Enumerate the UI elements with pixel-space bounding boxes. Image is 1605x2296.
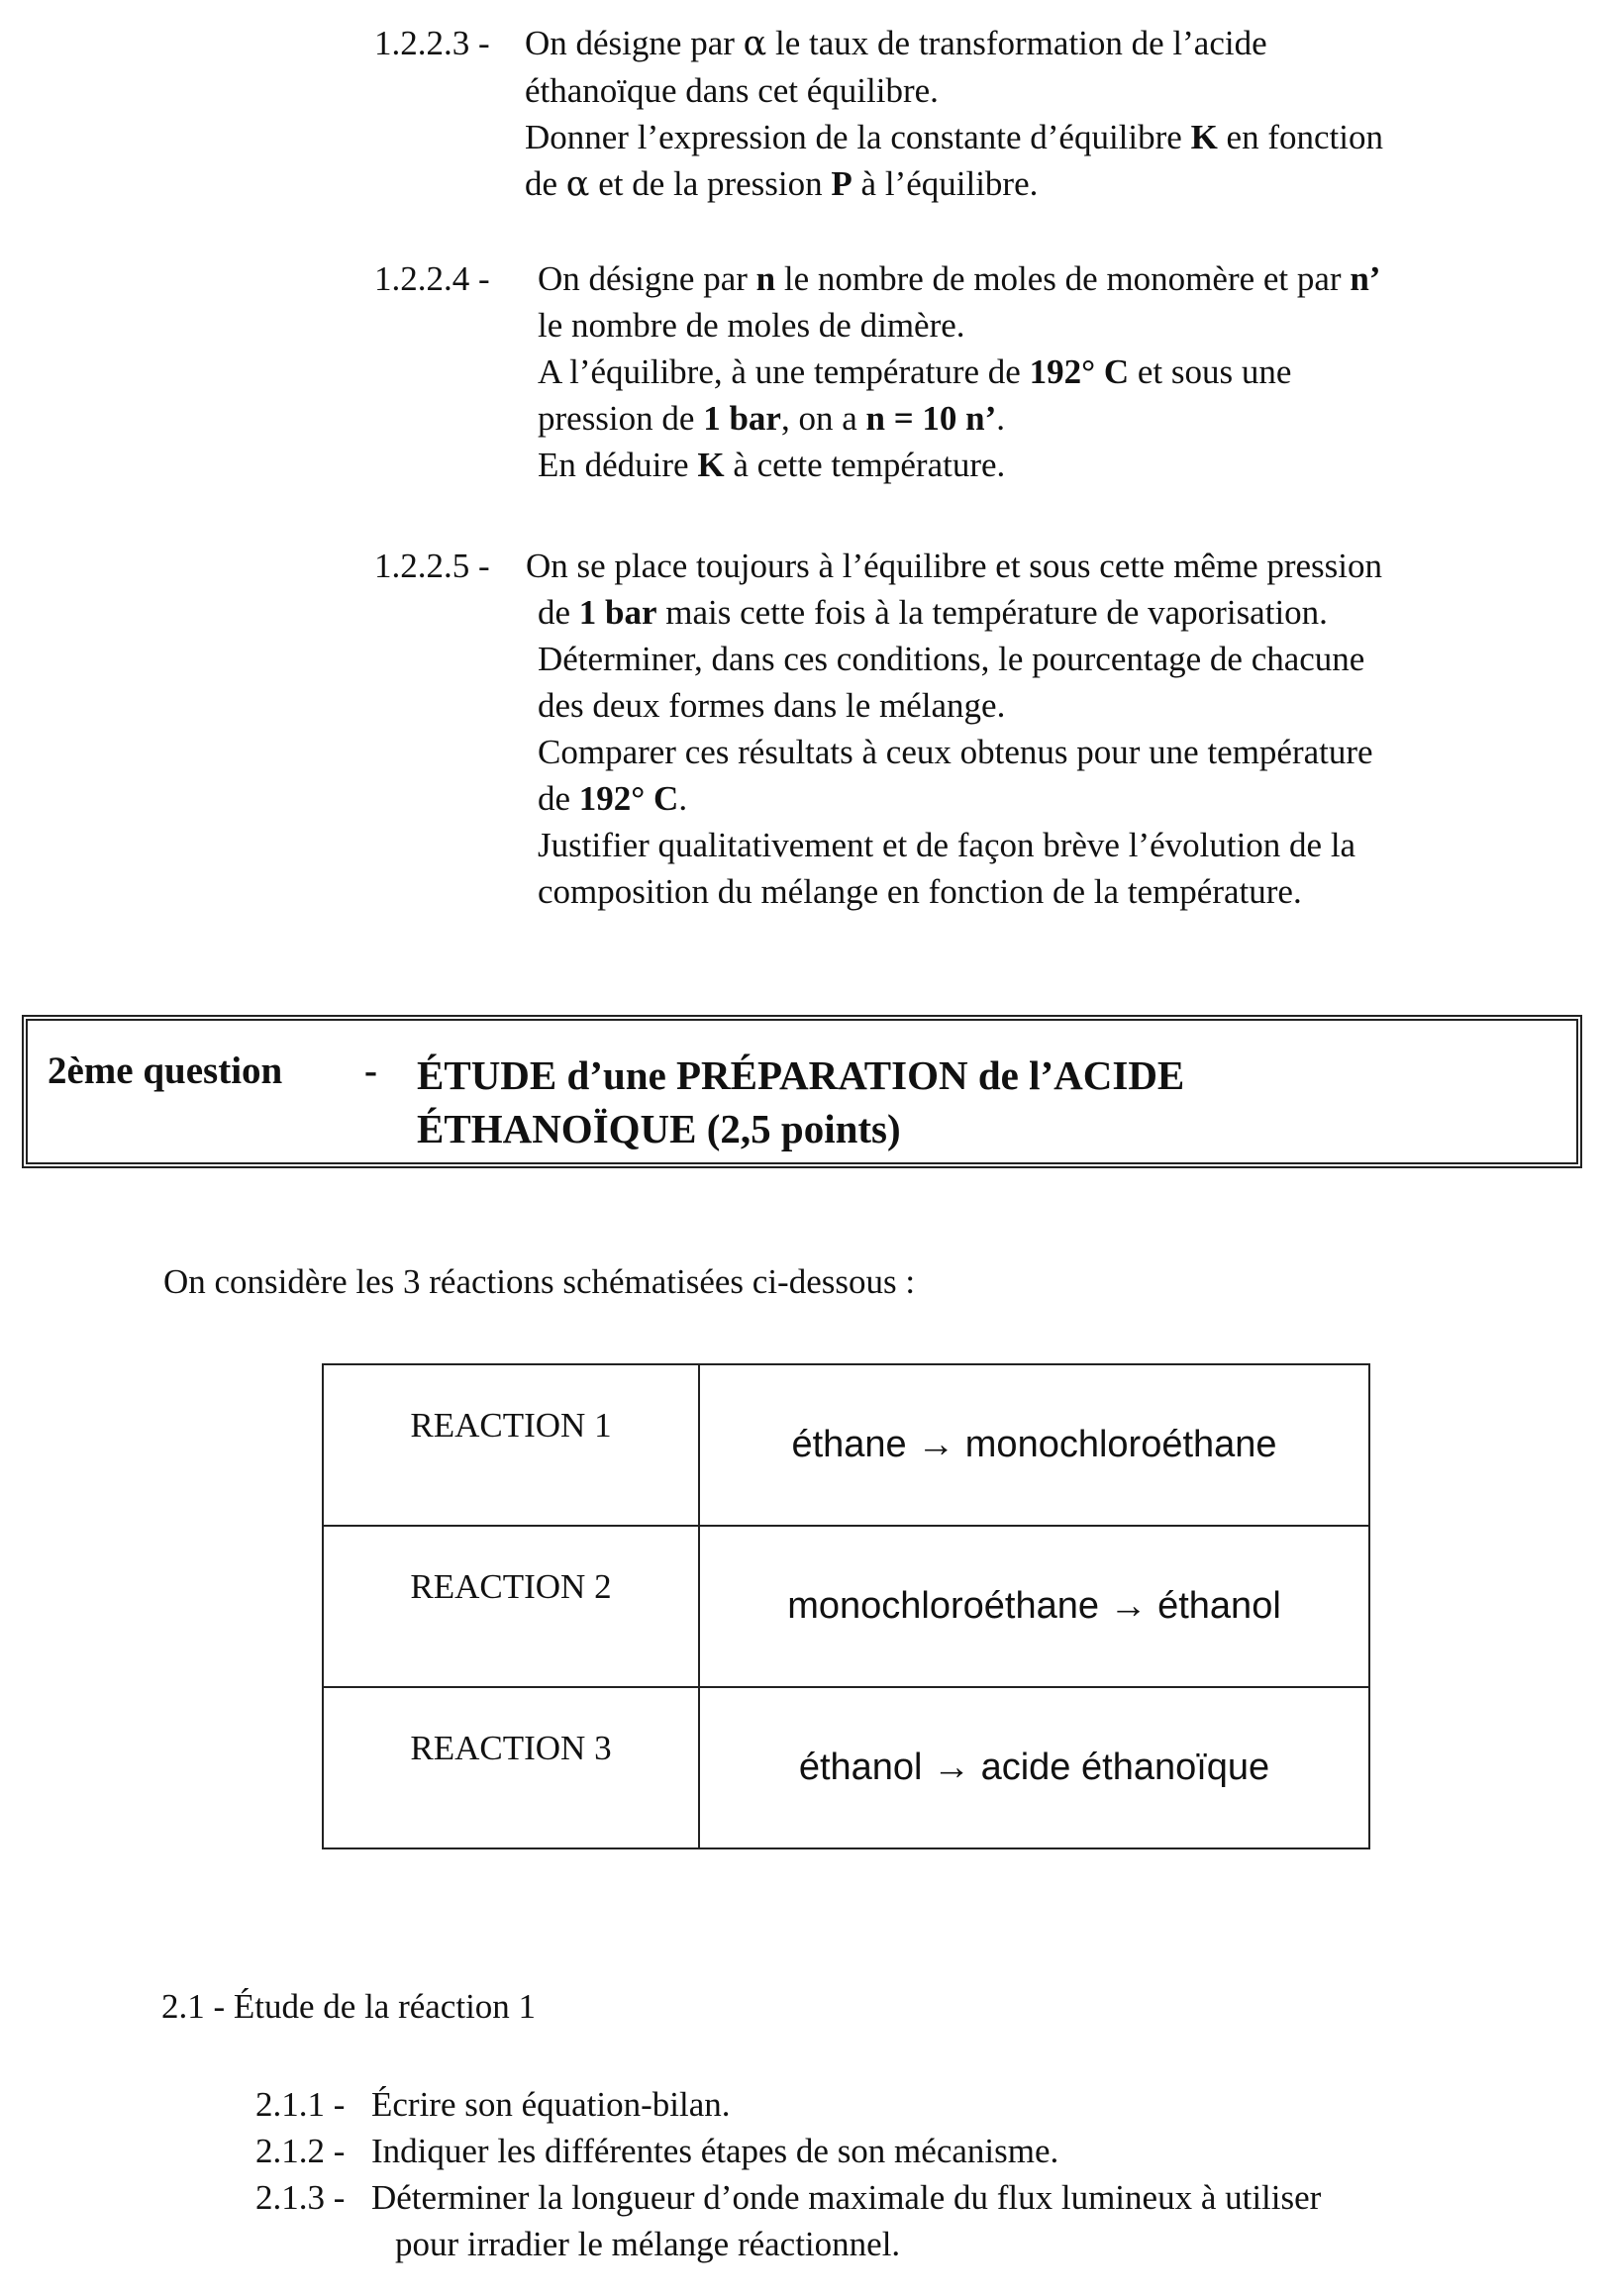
question-line: pression de 1 bar, on a n = 10 n’. [538,399,1006,438]
question-line: de 192° C. [538,779,688,818]
question-2-title-line-2: ÉTHANOÏQUE (2,5 points) [417,1106,901,1151]
section-2-1-heading: 2.1 - Étude de la réaction 1 [161,1987,537,2026]
reaction-equation: éthane → monochloroéthane [699,1364,1369,1526]
reaction-label: REACTION 1 [323,1364,699,1526]
question-line: Donner l’expression de la constante d’équilibre K en fonction [525,118,1383,156]
question-line: A l’équilibre, à une température de 192° C et sous une [538,352,1292,391]
reaction-label: REACTION 3 [323,1687,699,1848]
subquestion-text: pour irradier le mélange réactionnel. [395,2225,901,2263]
question-line: On se place toujours à l’équilibre et sous cette même pression [526,547,1383,585]
subquestion-text: Indiquer les différentes étapes de son mécanisme. [371,2132,1059,2170]
subquestion-text: Déterminer la longueur d’onde maximale du flux lumineux à utiliser [371,2178,1322,2217]
subquestion-text: Écrire son équation-bilan. [371,2085,731,2124]
question-number: 1.2.2.3 - [374,24,490,62]
question-2-title [417,1048,1184,1155]
question-line: de α et de la pression P à l’équilibre. [525,164,1039,204]
question-line: des deux formes dans le mélange. [538,686,1006,725]
question-line: composition du mélange en fonction de la température. [538,872,1302,911]
question-2-header-box [22,1015,1582,1168]
question-1-2-2-3 [374,20,1562,218]
table-row [323,1364,1369,1526]
question-line: Justifier qualitativement et de façon brève l’évolution de la [538,826,1356,864]
table-row [323,1526,1369,1687]
table-row [323,1687,1369,1848]
question-2-dash: - [364,1049,377,1092]
question-2-label: 2ème question [48,1049,283,1092]
question-number: 1.2.2.5 - [374,547,490,585]
question-line: Déterminer, dans ces conditions, le pourcentage de chacune [538,640,1365,678]
question-line: Comparer ces résultats à ceux obtenus pour une température [538,733,1373,771]
reaction-label: REACTION 2 [323,1526,699,1687]
intro-text: On considère les 3 réactions schématisées ci-dessous : [163,1262,916,1301]
question-line: le nombre de moles de dimère. [538,306,965,345]
question-line: En déduire K à cette température. [538,446,1006,484]
question-1-2-2-4 [374,255,1562,503]
reaction-equation: éthanol → acide éthanoïque [699,1687,1369,1848]
question-line: On désigne par n le nombre de moles de monomère et par n’ [538,259,1381,298]
reactions-table [322,1363,1370,1849]
reaction-equation: monochloroéthane → éthanol [699,1526,1369,1687]
question-line: de 1 bar mais cette fois à la température de vaporisation. [538,593,1328,632]
subquestion-number: 2.1.3 - [255,2178,346,2217]
question-line: On désigne par α le taux de transformation de l’acide [525,24,1267,63]
subquestion-number: 2.1.2 - [255,2132,346,2170]
question-line: éthanoïque dans cet équilibre. [525,71,939,110]
question-1-2-2-5 [374,543,1592,929]
question-number: 1.2.2.4 - [374,259,490,298]
subquestion-number: 2.1.1 - [255,2085,346,2124]
question-2-title-line-1: ÉTUDE d’une PRÉPARATION de l’ACIDE [417,1052,1185,1098]
